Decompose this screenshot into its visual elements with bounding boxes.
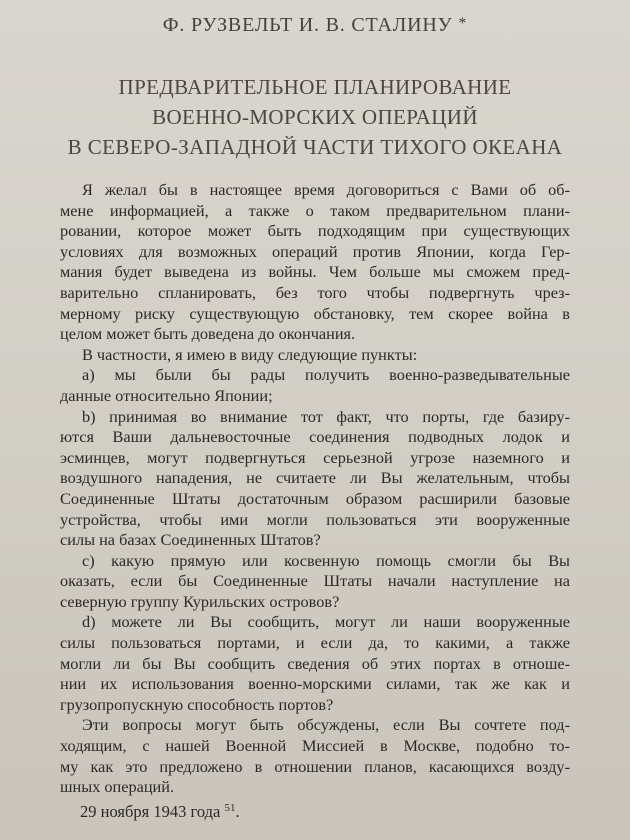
text-line: ются Ваши дальневосточные соединения подводных лодок и xyxy=(60,427,570,447)
title-line: ПРЕДВАРИТЕЛЬНОЕ ПЛАНИРОВАНИЕ xyxy=(118,75,512,99)
running-header xyxy=(0,14,630,37)
text-line: эсминцев, могут подвергнуться серьезной угрозе наземного и xyxy=(60,447,570,467)
text-line: ходящим, с нашей Военной Миссией в Москве, подобно то- xyxy=(60,736,570,756)
date-text: 29 ноября 1943 года xyxy=(80,802,221,821)
text-line: мерному риску существующую обстановку, тем скорее война в xyxy=(60,303,570,323)
title-line: В СЕВЕРО-ЗАПАДНОЙ ЧАСТИ ТИХОГО ОКЕАНА xyxy=(67,135,563,159)
text-line: мания будет выведена из войны. Чем больше мы сможем пред- xyxy=(60,262,570,282)
text-line: му как это предложено в отношении планов, касающихся возду- xyxy=(60,756,570,776)
running-header-text: Ф. РУЗВЕЛЬТ И. В. СТАЛИНУ xyxy=(162,14,453,36)
text-line: шных операций. xyxy=(60,777,175,797)
text-line: оказать, если бы Соединенные Штаты начали наступление на xyxy=(60,571,570,591)
text-line: ровании, которое может быть подходящим при существующих xyxy=(60,221,570,241)
text-line: Я желал бы в настоящее время договориться с Вами об об- xyxy=(82,180,570,199)
text-line: грузопропускную способность портов? xyxy=(60,694,334,714)
text-line: могли ли бы Вы сообщить сведения об этих портах в отноше- xyxy=(60,653,570,673)
text-line: условиях для возможных операций против Японии, когда Гер- xyxy=(60,241,570,261)
text-line: В частности, я имею в виду следующие пункты: xyxy=(82,344,418,364)
title-line: ВОЕННО-МОРСКИХ ОПЕРАЦИЙ xyxy=(152,105,478,129)
text-line: нии их использования военно-морскими силами, так же как и xyxy=(60,674,570,694)
footnote-reference: 51 xyxy=(224,802,236,814)
text-line: Соединенные Штаты достаточным образом расширили базовые xyxy=(60,488,570,508)
text-line: устройства, чтобы ими могли пользоваться эти вооруженные xyxy=(60,509,570,529)
text-line: варительно спланировать, без того чтобы подвергнуть чрез- xyxy=(60,282,570,302)
date-trailing-period: . xyxy=(235,802,240,821)
text-line: целом может быть доведена до окончания. xyxy=(60,324,356,344)
letter-date xyxy=(80,802,240,822)
text-line: силы на базах Соединенных Штатов? xyxy=(60,530,321,550)
text-line: воздушного нападения, не считаете ли Вы желательным, чтобы xyxy=(60,468,570,488)
letter-body xyxy=(60,180,570,798)
text-line: c) какую прямую или косвенную помощь смогли бы Вы xyxy=(82,550,570,570)
text-line: мене информацией, а также о таком предварительном плани- xyxy=(60,200,570,220)
text-line: силы пользоваться портами, и если да, то какими, а также xyxy=(60,633,570,653)
text-line: северную группу Курильских островов? xyxy=(60,591,340,611)
text-line: Эти вопросы могут быть обсуждены, если Вы сочтете под- xyxy=(82,715,570,735)
footnote-asterisk: * xyxy=(458,15,468,32)
text-line: b) принимая во внимание тот факт, что порты, где базиру- xyxy=(82,406,570,426)
document-title xyxy=(0,72,630,162)
text-line: данные относительно Японии; xyxy=(60,385,273,405)
text-line: d) можете ли Вы сообщить, могут ли наши вооруженные xyxy=(82,612,570,632)
text-line: а) мы были бы рады получить военно-разведывательные xyxy=(82,365,570,385)
